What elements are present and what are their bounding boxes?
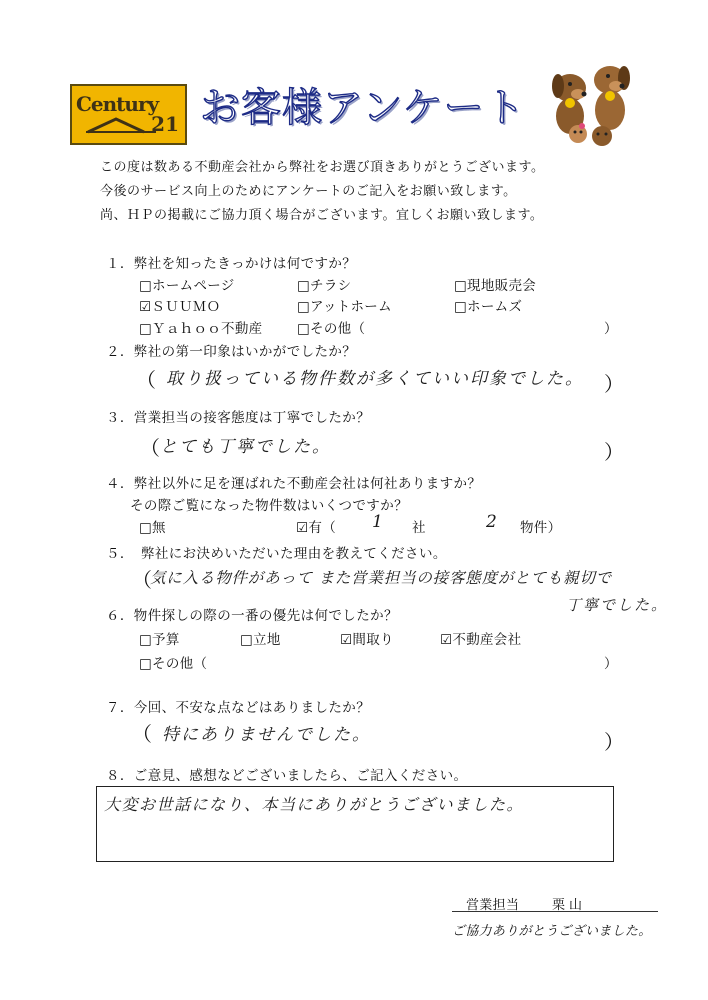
q4-option-yes[interactable]: ☑有（ (296, 520, 337, 536)
q6-option-location[interactable]: □立地 (240, 632, 281, 648)
q1-option-yahoo[interactable]: □Ｙａｈｏｏ不動産 (139, 321, 263, 337)
q7-open-paren: （ (132, 722, 152, 746)
intro-line-2: 今後のサービス向上のためにアンケートのご記入をお願い致します。 (100, 184, 517, 199)
q3-open-paren: （ (140, 436, 160, 460)
q4-sub-label: その際ご覧になった物件数はいくつですか？ (130, 498, 408, 514)
q1-label: １．弊社を知ったきっかけは何ですか？ (106, 256, 357, 272)
dog-mascot-icon (540, 58, 640, 154)
q1-option-open-house[interactable]: □現地販売会 (454, 278, 537, 294)
staff-name: 栗山 (552, 898, 587, 913)
q4-option-none[interactable]: □無 (139, 520, 166, 536)
logo-number: 21 (151, 112, 179, 136)
q1-option-homes[interactable]: □ホームズ (454, 299, 523, 315)
intro-line-3: 尚、ＨＰの掲載にご協力頂く場合がございます。宜しくお願い致します。 (100, 208, 544, 223)
q1-option-other[interactable]: □その他（ (297, 321, 366, 337)
q7-close-paren: ） (604, 730, 624, 754)
q3-answer: とても丁寧でした。 (160, 437, 331, 457)
q2-answer: 取り扱っている物件数が多くていい印象でした。 (166, 369, 584, 389)
staff-label: 営業担当 (466, 898, 520, 913)
q7-label: ７．今回、不安な点などはありましたか？ (106, 700, 371, 716)
q8-label: ８．ご意見、感想などございましたら、ご記入ください。 (106, 768, 468, 784)
q5-open-paren: （ (132, 568, 152, 592)
q1-option-flyer[interactable]: □チラシ (297, 278, 352, 294)
q6-close-paren: ） (604, 656, 618, 672)
q6-option-floorplan[interactable]: ☑間取り (340, 632, 394, 648)
q1-option-suumo[interactable]: ☑ＳＵＵＭＯ (139, 299, 221, 315)
staff-underline (452, 911, 658, 912)
page-title: お客様アンケート (200, 85, 526, 131)
q4-company-count: 1 (372, 512, 385, 532)
q7-answer: 特にありませんでした。 (162, 725, 371, 745)
q6-option-agency[interactable]: ☑不動産会社 (440, 632, 522, 648)
century21-logo (70, 84, 187, 145)
q3-label: ３．営業担当の接客態度は丁寧でしたか？ (106, 410, 371, 426)
q1-option-homepage[interactable]: □ホームページ (139, 278, 235, 294)
q8-answer: 大変お世話になり、本当にありがとうございました。 (104, 795, 525, 814)
q4-bukken-label: 物件） (520, 520, 562, 536)
q2-label: ２．弊社の第一印象はいかがでしたか？ (106, 344, 357, 360)
q6-option-budget[interactable]: □予算 (139, 632, 180, 648)
q5-answer-line-2: 丁寧でした。 (566, 596, 669, 614)
thanks-message: ご協力ありがとうございました。 (452, 924, 652, 939)
q1-option-athome[interactable]: □アットホーム (297, 299, 392, 315)
q2-open-paren: （ (136, 368, 156, 392)
q4-property-count: 2 (486, 512, 499, 532)
q6-label: ６．物件探しの際の一番の優先は何でしたか？ (106, 608, 398, 624)
logo-brand: Century (76, 92, 159, 116)
q5-answer-line-1: 気に入る物件があって また営業担当の接客態度がとても親切で (150, 569, 612, 587)
q1-close-paren: ） (604, 321, 618, 337)
q4-label: ４．弊社以外に足を運ばれた不動産会社は何社ありますか？ (106, 476, 482, 492)
q2-close-paren: ） (604, 372, 624, 396)
intro-line-1: この度は数ある不動産会社から弊社をお選び頂きありがとうございます。 (100, 160, 545, 175)
q4-sha-label: 社 (412, 520, 426, 536)
q6-option-other[interactable]: □その他（ (139, 656, 208, 672)
house-roof-icon (86, 116, 156, 134)
q3-close-paren: ） (604, 440, 624, 464)
q5-label: ５． 弊社にお決めいただいた理由を教えてください。 (106, 546, 447, 562)
